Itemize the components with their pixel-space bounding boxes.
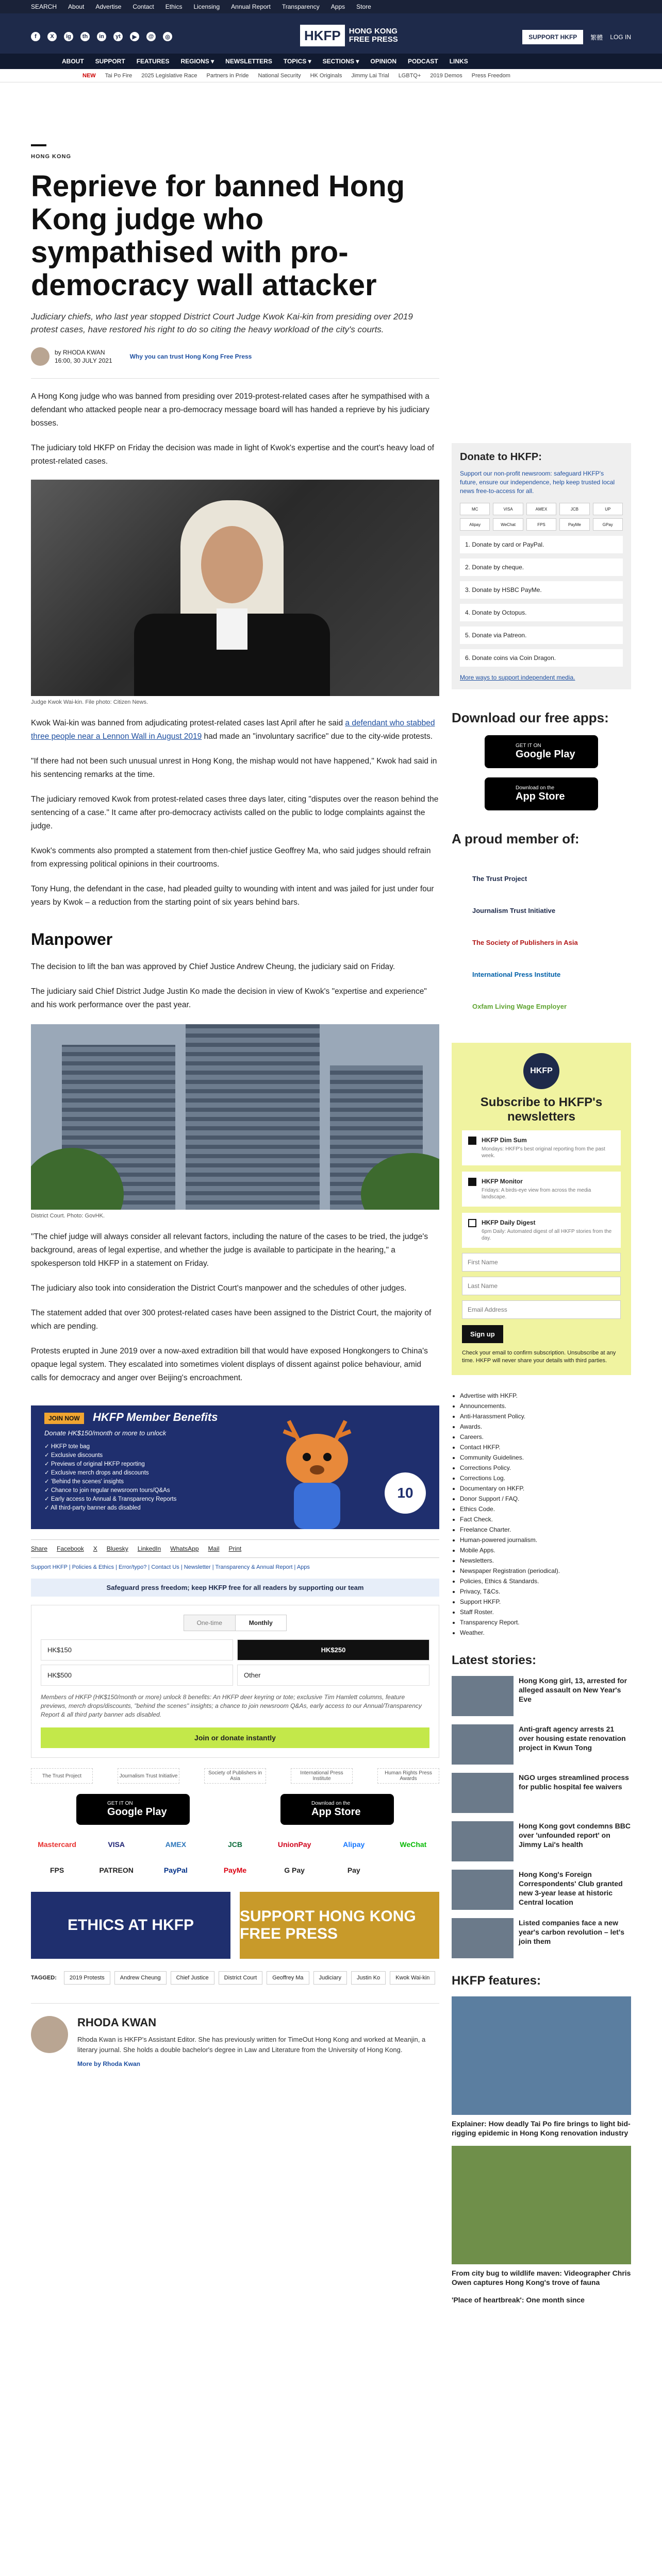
byline bbox=[31, 347, 439, 366]
site-logo[interactable]: HKFP HONG KONG FREE PRESS bbox=[300, 25, 398, 46]
article-subtitle: Judiciary chiefs, who last year stopped District Court Judge Kwok Kai-kin from presiding over 2019 protest cases, have restored his right to do so citing the heavy workload of the city's courts. bbox=[31, 312, 413, 334]
thumbnail bbox=[452, 1870, 514, 1910]
patreon-icon: PATREON bbox=[99, 1866, 134, 1874]
header-actions bbox=[522, 30, 631, 44]
nav-about[interactable]: ABOUT bbox=[62, 58, 84, 65]
oxfam-living-wage-logo[interactable]: Oxfam Living Wage Employer bbox=[472, 1002, 567, 1010]
paypal-icon: PayPal bbox=[163, 1866, 188, 1874]
article-title: Reprieve for banned Hong Kong judge who sympathised with pro-democracy wall attacker bbox=[31, 170, 405, 302]
video-row bbox=[31, 1892, 439, 1959]
nav-links[interactable]: LINKS bbox=[449, 58, 468, 65]
share-facebook[interactable]: Facebook bbox=[57, 1545, 84, 1552]
mastercard-icon: Mastercard bbox=[38, 1840, 76, 1849]
share-x[interactable]: X bbox=[93, 1545, 97, 1552]
info-link[interactable]: • Freelance Charter. bbox=[460, 1524, 631, 1535]
author-avatar bbox=[31, 347, 49, 366]
paragraph: A Hong Kong judge who was banned from presiding over 2019-protest-related cases after he sympathised with a defendant who attacked people near a pro-democracy message board will has handed a reprieve by his judiciary bosses. bbox=[31, 392, 429, 428]
amex-icon: AMEX bbox=[165, 1840, 187, 1849]
card-logos bbox=[460, 503, 623, 531]
apple-pay-icon: Pay bbox=[347, 1866, 360, 1874]
newsletter-option[interactable]: HKFP Monitor Fridays: A birds-eye view from across the media landscape. bbox=[462, 1172, 621, 1207]
utility-about[interactable]: About bbox=[68, 3, 85, 10]
info-link[interactable]: • Corrections Log. bbox=[460, 1473, 631, 1483]
info-link[interactable]: • Corrections Policy. bbox=[460, 1463, 631, 1473]
main-nav bbox=[0, 54, 662, 69]
utility-search[interactable]: SEARCH bbox=[31, 3, 57, 10]
latest-stories bbox=[452, 1653, 631, 1958]
publish-date: 16:00, 30 JULY 2021 bbox=[55, 357, 112, 364]
donate-widget bbox=[31, 1605, 439, 1758]
wechat-pay-icon: WeChat bbox=[400, 1840, 427, 1849]
utility-annual-report[interactable]: Annual Report bbox=[231, 3, 271, 10]
one-time-tab[interactable]: One-time bbox=[184, 1615, 235, 1631]
info-link[interactable]: • Announcements. bbox=[460, 1401, 631, 1411]
jti-logo[interactable]: Journalism Trust Initiative bbox=[118, 1768, 179, 1784]
tag[interactable]: Judiciary bbox=[313, 1971, 347, 1985]
trending-item[interactable]: Jimmy Lai Trial bbox=[351, 72, 389, 79]
section-heading: Manpower bbox=[31, 930, 113, 948]
card-logo: PayMe bbox=[559, 518, 589, 531]
app-store-badges bbox=[31, 1794, 439, 1825]
sopa-logo[interactable]: The Society of Publishers in Asia bbox=[472, 938, 578, 946]
features-heading: HKFP features: bbox=[452, 1974, 541, 1988]
utility-ethics[interactable]: Ethics bbox=[165, 3, 183, 10]
fps-icon: FPS bbox=[49, 1866, 64, 1874]
trending-nav bbox=[0, 69, 662, 82]
member-benefits-banner[interactable] bbox=[31, 1405, 439, 1529]
info-links bbox=[452, 1391, 631, 1638]
email-field[interactable]: Email Address bbox=[462, 1300, 621, 1319]
amount-other[interactable]: Other bbox=[237, 1665, 429, 1686]
share-bluesky[interactable]: Bluesky bbox=[106, 1545, 128, 1552]
rss-icon[interactable]: ◎ bbox=[163, 32, 172, 41]
donate-option[interactable]: 3. Donate by HSBC PayMe. bbox=[460, 581, 623, 599]
trending-item[interactable]: 2019 Demos bbox=[430, 72, 462, 79]
feature-item[interactable]: From city bug to wildlife maven: Videographer Chris Owen captures Hong Kong's trove of fauna bbox=[452, 2146, 631, 2287]
nav-podcast[interactable]: PODCAST bbox=[408, 58, 438, 65]
paragraph: The judiciary removed Kwok from protest-related cases three days later, citing "disputes over the reason behind the sentencing of a case." It came after pro-democracy activists called on the public to lodge complaints against the judge. bbox=[31, 795, 439, 831]
visa-icon: VISA bbox=[108, 1840, 125, 1849]
info-link[interactable]: • Weather. bbox=[460, 1628, 631, 1638]
x-icon[interactable]: X bbox=[47, 32, 57, 41]
info-link[interactable]: • Donor Support / FAQ. bbox=[460, 1494, 631, 1504]
nav-regions[interactable]: REGIONS ▾ bbox=[180, 58, 214, 65]
paragraph: The judiciary told HKFP on Friday the decision was made in light of Kwok's expertise and the court's heavy load of protest-related cases. bbox=[31, 444, 434, 466]
tag[interactable]: 2019 Protests bbox=[64, 1971, 110, 1985]
nav-topics[interactable]: TOPICS ▾ bbox=[283, 58, 311, 65]
latest-item[interactable]: NGO urges streamlined process for public hospital fee waivers bbox=[452, 1773, 631, 1813]
sidebar-app-store-badge[interactable]: Download on the App Store bbox=[485, 777, 598, 810]
subscribe-note: Check your email to confirm subscription. Unsubscribe at any time. HKFP will never share your details with third parties. bbox=[462, 1350, 616, 1364]
subscribe-heading: Subscribe to HKFP's newsletters bbox=[480, 1095, 603, 1124]
join-donate-button[interactable]: Join or donate instantly bbox=[41, 1727, 429, 1748]
language-link[interactable]: 繁體 bbox=[590, 33, 603, 41]
social-links bbox=[31, 32, 172, 41]
info-link[interactable]: • Community Guidelines. bbox=[460, 1452, 631, 1463]
feature-item[interactable]: 'Place of heartbreak': One month since bbox=[452, 2296, 585, 2304]
district-court-photo bbox=[31, 1024, 439, 1210]
thumbnail bbox=[452, 1918, 514, 1958]
paragraph: "The chief judge will always consider all relevant factors, including the nature of the cases to be tried, the judge's background, areas of legal expertise, and whether the judge is available to participate in the hearing," a spokesperson told HKFP in a statement on Friday. bbox=[31, 1232, 428, 1268]
article-footer-links[interactable]: Support HKFP | Policies & Ethics | Error/typo? | Contact Us | Newsletter | Transparency & Annual Report | Apps bbox=[31, 1564, 310, 1570]
info-link[interactable]: • Contact HKFP. bbox=[460, 1442, 631, 1452]
author-heading[interactable]: RHODA KWAN bbox=[77, 2016, 157, 2029]
checkbox[interactable] bbox=[468, 1137, 476, 1145]
card-logo: JCB bbox=[559, 503, 589, 515]
google-pay-icon: G Pay bbox=[284, 1866, 305, 1874]
facebook-icon[interactable]: f bbox=[31, 32, 40, 41]
more-ways-link[interactable]: More ways to support independent media. bbox=[460, 674, 575, 681]
info-link[interactable]: • Awards. bbox=[460, 1421, 631, 1432]
amount-option-selected[interactable]: HK$250 bbox=[237, 1639, 429, 1660]
payment-methods bbox=[31, 1835, 439, 1879]
card-logo: VISA bbox=[493, 503, 523, 515]
share-whatsapp[interactable]: WhatsApp bbox=[170, 1545, 199, 1552]
unionpay-icon: UnionPay bbox=[277, 1840, 311, 1849]
paragraph: The statement added that over 300 protest-related cases have been assigned to the District Court, the majority of which are pending. bbox=[31, 1309, 432, 1331]
info-link[interactable]: • Ethics Code. bbox=[460, 1504, 631, 1514]
app-store-badge[interactable]: Download on the App Store bbox=[280, 1794, 394, 1825]
nav-newsletters[interactable]: NEWSLETTERS bbox=[225, 58, 272, 65]
nav-features[interactable]: FEATURES bbox=[136, 58, 170, 65]
youtube-icon[interactable]: yt bbox=[113, 32, 123, 41]
tag-list bbox=[31, 1971, 439, 1985]
latest-item[interactable]: Hong Kong's Foreign Correspondents' Club granted new 3-year lease at historic Central location bbox=[452, 1870, 631, 1910]
tenth-anniversary-badge: 10 bbox=[385, 1472, 426, 1514]
trending-item[interactable]: Press Freedom bbox=[471, 72, 510, 79]
frequency-toggle bbox=[184, 1615, 287, 1631]
trust-project-logo[interactable]: The Trust Project bbox=[472, 874, 527, 883]
utility-contact[interactable]: Contact bbox=[133, 3, 154, 10]
newsletter-option[interactable]: HKFP Daily Digest 6pm Daily: Automated digest of all HKFP stories from the day. bbox=[462, 1213, 621, 1248]
jti-logo[interactable]: Journalism Trust Initiative bbox=[472, 906, 556, 914]
tag[interactable]: Justin Ko bbox=[351, 1971, 386, 1985]
nav-opinion[interactable]: OPINION bbox=[370, 58, 397, 65]
photo-caption: Judge Kwok Wai-kin. File photo: Citizen News. bbox=[31, 699, 148, 705]
info-link[interactable]: • Newspaper Registration (periodical). bbox=[460, 1566, 631, 1576]
donate-option[interactable]: 1. Donate by card or PayPal. bbox=[460, 536, 623, 553]
payme-icon: PayMe bbox=[223, 1866, 247, 1874]
feature-image bbox=[452, 2146, 631, 2264]
share-linkedin[interactable]: LinkedIn bbox=[137, 1545, 161, 1552]
donate-options bbox=[460, 536, 623, 667]
google-play-badge[interactable]: GET IT ON Google Play bbox=[76, 1794, 190, 1825]
new-badge: NEW bbox=[82, 72, 96, 79]
checkbox[interactable] bbox=[468, 1219, 476, 1227]
tag[interactable]: Kwok Wai-kin bbox=[390, 1971, 435, 1985]
utility-transparency[interactable]: Transparency bbox=[282, 3, 320, 10]
support-video[interactable]: SUPPORT HONG KONG FREE PRESS bbox=[240, 1892, 439, 1959]
feature-image bbox=[452, 1996, 631, 2115]
members-note: Members of HKFP (HK$150/month or more) unlock 8 benefits: An HKFP deer keyring or tote; exclusive Tim Hamlett columns, feature previews, merch drops/discounts, "behind the scenes" insights; a chance to join newsroom Q&As, early access to our Annual/Transparency Report & all third party banner ads disabled. bbox=[41, 1693, 422, 1718]
author-name[interactable]: by RHODA KWAN bbox=[55, 349, 105, 356]
donate-option[interactable]: 6. Donate coins via Coin Dragon. bbox=[460, 649, 623, 667]
card-logo: UP bbox=[593, 503, 623, 515]
info-link[interactable]: • Newsletters. bbox=[460, 1555, 631, 1566]
utility-advertise[interactable]: Advertise bbox=[95, 3, 122, 10]
proud-member-heading: A proud member of: bbox=[452, 831, 580, 846]
share-print[interactable]: Print bbox=[228, 1545, 242, 1552]
paragraph: The judiciary also took into consideration the District Court's manpower and the schedules of other judges. bbox=[31, 1284, 407, 1293]
paragraph: Kwok Wai-kin was banned from adjudicating protest-related cases last April after he said a defendant who stabbed three people near a Lennon Wall in August 2019 had made an "involuntary sacrifice" due to the city-wide protests. bbox=[31, 719, 435, 741]
safeguard-banner[interactable]: Safeguard press freedom; keep HKFP free for all readers by supporting our team bbox=[31, 1579, 439, 1597]
benefit-list: ✓ HKFP tote bag ✓ Exclusive discounts ✓ Previews of original HKFP reporting ✓ Exclusive merch drops and discounts ✓ 'Behind the scenes' insights ✓ Chance to join regular newsroom tours/Q&As ✓ Early access to Annual & Transparency Reports ✓ All third-party banner ads disabled bbox=[44, 1444, 177, 1511]
member-logos bbox=[452, 862, 631, 1022]
apps-heading: Download our free apps: bbox=[452, 710, 609, 725]
latest-item[interactable]: Anti-graft agency arrests 21 over housing estate renovation project in Kwun Tong bbox=[452, 1724, 631, 1765]
author-bio: Rhoda Kwan is HKFP's Assistant Editor. She has previously written for TimeOut Hong Kong and worked at Meanjin, a literary journal. She holds a double bachelor's degree in Law and Literature from the University of Hong Kong. bbox=[77, 2036, 426, 2054]
linkedin-icon[interactable]: in bbox=[97, 32, 106, 41]
info-link[interactable]: • Transparency Report. bbox=[460, 1617, 631, 1628]
info-link[interactable]: • Careers. bbox=[460, 1432, 631, 1442]
tag[interactable]: Andrew Cheung bbox=[114, 1971, 167, 1985]
author-photo bbox=[31, 2016, 68, 2053]
paragraph: Tony Hung, the defendant in the case, had pleaded guilty to wounding with intent and was jailed for just under four years by Kwok – a reduction from the starting point of six years behind bars. bbox=[31, 885, 434, 907]
checkbox[interactable] bbox=[468, 1178, 476, 1186]
join-now-pill[interactable]: JOIN NOW bbox=[44, 1413, 84, 1424]
tags-label: TAGGED: bbox=[31, 1975, 57, 1981]
alipay-icon: Alipay bbox=[343, 1840, 365, 1849]
share-label: Share bbox=[31, 1545, 48, 1552]
ipi-logo[interactable]: International Press Institute bbox=[472, 970, 561, 978]
first-name-field[interactable]: First Name bbox=[462, 1253, 621, 1272]
judge-photo bbox=[31, 480, 439, 696]
paragraph: Protests erupted in June 2019 over a now-axed extradition bill that would have exposed Hongkongers to China's opaque legal system. They escalated into sometimes violent displays of dissent against police behaviour, amid calls for democracy and anger over Beijing's encroachment. bbox=[31, 1347, 428, 1382]
inline-link[interactable]: a defendant who stabbed three people near a Lennon Wall in August 2019 bbox=[31, 719, 435, 741]
hrpa-logo[interactable]: Human Rights Press Awards bbox=[377, 1768, 439, 1784]
membership-logos bbox=[31, 1768, 439, 1784]
support-hkfp-button[interactable]: SUPPORT HKFP bbox=[522, 30, 583, 44]
feature-item[interactable]: Explainer: How deadly Tai Po fire brings to light bid-rigging epidemic in Hong Kong renovation industry bbox=[452, 1996, 631, 2138]
sign-up-button[interactable]: Sign up bbox=[462, 1325, 503, 1343]
card-logo: AMEX bbox=[526, 503, 556, 515]
promo-title: HKFP Member Benefits bbox=[93, 1411, 218, 1423]
ipi-logo[interactable]: International Press Institute bbox=[291, 1768, 353, 1784]
donate-option[interactable]: 2. Donate by cheque. bbox=[460, 558, 623, 576]
trust-project-logo[interactable]: The Trust Project bbox=[31, 1768, 93, 1784]
trending-item[interactable]: 2025 Legislative Race bbox=[141, 72, 197, 79]
donate-option[interactable]: 5. Donate via Patreon. bbox=[460, 626, 623, 644]
newsletter-option[interactable]: HKFP Dim Sum Mondays: HKFP's best original reporting from the past week. bbox=[462, 1130, 621, 1165]
paragraph: "If there had not been such unusual unrest in Hong Kong, the mishap would not have happened," Kwok had said in his sentencing remarks at the time. bbox=[31, 757, 437, 779]
last-name-field[interactable]: Last Name bbox=[462, 1277, 621, 1295]
info-link[interactable]: • Support HKFP. bbox=[460, 1597, 631, 1607]
more-by-author-link[interactable]: More by Rhoda Kwan bbox=[77, 2060, 141, 2067]
info-link[interactable]: • Human-powered journalism. bbox=[460, 1535, 631, 1545]
share-bar bbox=[31, 1539, 439, 1558]
amount-option[interactable]: HK$150 bbox=[41, 1639, 233, 1660]
latest-item[interactable]: Hong Kong girl, 13, arrested for alleged assault on New Year's Eve bbox=[452, 1676, 631, 1716]
threads-icon[interactable]: th bbox=[80, 32, 90, 41]
sidebar bbox=[452, 443, 631, 2304]
utility-store[interactable]: Store bbox=[356, 3, 371, 10]
card-logo: Alipay bbox=[460, 518, 490, 531]
hkfp-badge-logo: HKFP bbox=[523, 1053, 559, 1089]
thumbnail bbox=[452, 1724, 514, 1765]
paragraph: Kwok's comments also prompted a statement from then-chief justice Geoffrey Ma, who said judges should refrain from expressing political opinions in their courtrooms. bbox=[31, 846, 431, 869]
donate-box bbox=[452, 443, 631, 689]
email-icon[interactable]: @ bbox=[146, 32, 156, 41]
nav-support[interactable]: SUPPORT bbox=[95, 58, 125, 65]
amount-options bbox=[41, 1639, 429, 1686]
latest-heading: Latest stories: bbox=[452, 1653, 537, 1667]
info-link[interactable]: • Staff Roster. bbox=[460, 1607, 631, 1617]
utility-licensing[interactable]: Licensing bbox=[193, 3, 220, 10]
sidebar-google-play-badge[interactable]: GET IT ON Google Play bbox=[485, 735, 598, 768]
info-link[interactable]: • Advertise with HKFP. bbox=[460, 1391, 631, 1401]
instagram-icon[interactable]: ig bbox=[64, 32, 73, 41]
donate-heading: Donate to HKFP: bbox=[460, 451, 542, 463]
site-header bbox=[0, 13, 662, 69]
info-link[interactable]: • Anti-Harassment Policy. bbox=[460, 1411, 631, 1421]
info-link[interactable]: • Fact Check. bbox=[460, 1514, 631, 1524]
tag[interactable]: District Court bbox=[219, 1971, 263, 1985]
sopa-logo[interactable]: Society of Publishers in Asia bbox=[204, 1768, 266, 1784]
info-link[interactable]: • Documentary on HKFP. bbox=[460, 1483, 631, 1494]
telegram-icon[interactable]: ▶ bbox=[130, 32, 139, 41]
article bbox=[31, 144, 439, 2067]
share-mail[interactable]: Mail bbox=[208, 1545, 220, 1552]
amount-option[interactable]: HK$500 bbox=[41, 1665, 233, 1686]
section-label[interactable]: HONG KONG bbox=[31, 144, 46, 160]
info-link[interactable]: • Mobile Apps. bbox=[460, 1545, 631, 1555]
trust-link[interactable]: Why you can trust Hong Kong Free Press bbox=[129, 353, 252, 360]
trending-item[interactable]: Tai Po Fire bbox=[105, 72, 133, 79]
thumbnail bbox=[452, 1773, 514, 1813]
newsletter-box bbox=[452, 1043, 631, 1375]
utility-apps[interactable]: Apps bbox=[330, 3, 345, 10]
login-link[interactable]: LOG IN bbox=[610, 33, 631, 41]
paragraph: The judiciary said Chief District Judge Justin Ko made the decision in view of Kwok's "expertise and experience" and his work performance over the past year. bbox=[31, 987, 427, 1009]
promo-sub: Donate HK$150/month or more to unlock bbox=[44, 1429, 167, 1437]
tag[interactable]: Chief Justice bbox=[171, 1971, 214, 1985]
card-logo: WeChat bbox=[493, 518, 523, 531]
latest-item[interactable]: Hong Kong govt condemns BBC over 'unfounded report' on Jimmy Lai's health bbox=[452, 1821, 631, 1861]
deer-mascot-icon bbox=[253, 1411, 382, 1529]
donate-option[interactable]: 4. Donate by Octopus. bbox=[460, 604, 623, 621]
card-logo: MC bbox=[460, 503, 490, 515]
monthly-tab[interactable]: Monthly bbox=[235, 1615, 287, 1631]
hkfp-features bbox=[452, 1974, 631, 2304]
info-link[interactable]: • Policies, Ethics & Standards. bbox=[460, 1576, 631, 1586]
photo-caption: District Court. Photo: GovHK. bbox=[31, 1213, 105, 1219]
nav-sections[interactable]: SECTIONS ▾ bbox=[322, 58, 359, 65]
latest-item[interactable]: Listed companies face a new year's carbon revolution – let's join them bbox=[452, 1918, 631, 1958]
utility-bar bbox=[0, 0, 662, 13]
card-logo: GPay bbox=[593, 518, 623, 531]
thumbnail bbox=[452, 1821, 514, 1861]
trending-item[interactable]: LGBTQ+ bbox=[398, 72, 421, 79]
ethics-video[interactable]: ETHICS AT HKFP bbox=[31, 1892, 230, 1959]
card-logo: FPS bbox=[526, 518, 556, 531]
donate-lead[interactable]: Support our non-profit newsroom: safeguard HKFP's future, ensure our independence, help keep trusted local news free-to-access for all. bbox=[460, 470, 615, 495]
trending-item[interactable]: Partners in Pride bbox=[206, 72, 249, 79]
trending-item[interactable]: National Security bbox=[258, 72, 301, 79]
trending-item[interactable]: HK Originals bbox=[310, 72, 342, 79]
jcb-icon: JCB bbox=[227, 1840, 242, 1849]
thumbnail bbox=[452, 1676, 514, 1716]
author-box bbox=[31, 2003, 439, 2067]
info-link[interactable]: • Privacy, T&Cs. bbox=[460, 1586, 631, 1597]
paragraph: The decision to lift the ban was approved by Chief Justice Andrew Cheung, the judiciary said on Friday. bbox=[31, 962, 395, 971]
tag[interactable]: Geoffrey Ma bbox=[267, 1971, 309, 1985]
